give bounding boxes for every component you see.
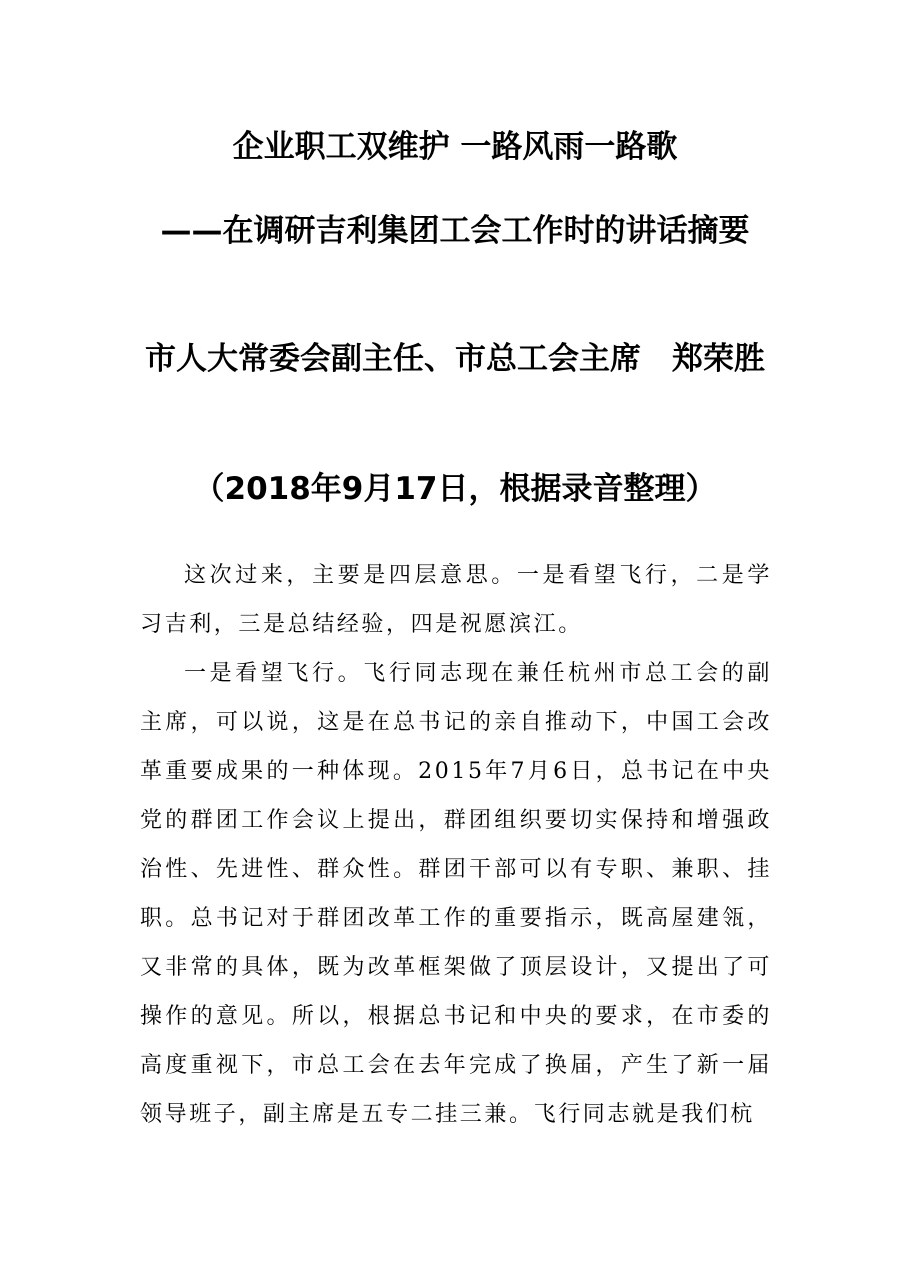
document-body — [140, 551, 772, 1139]
date-note: （2018年9月17日，根据录音整理） — [193, 471, 717, 507]
document-title: 企业职工双维护 一路风雨一路歌 — [232, 129, 678, 165]
speaker-line: 市人大常委会副主任、市总工会主席 郑荣胜 — [145, 341, 765, 377]
document-subtitle: ——在调研吉利集团工会工作时的讲话摘要 — [160, 213, 750, 249]
body-paragraph: 这次过来，主要是四层意思。一是看望飞行，二是学习吉利，三是总结经验，四是祝愿滨江。 — [140, 563, 772, 637]
body-paragraph: 一是看望飞行。飞行同志现在兼任杭州市总工会的副主席，可以说，这是在总书记的亲自推动下，中国工会改革重要成果的一种体现。2015年7月6日，总书记在中央党的群团工作会议上提出，群团组织要切实保持和增强政治性、先进性、群众性。群团干部可以有专职、兼职、挂职。总书记对于群团改革工作的重要指示，既高屋建瓴，又非常的具体，既为改革框架做了顶层设计，又提出了可操作的意见。所以，根据总书记和中央的要求，在市委的高度重视下，市总工会在去年完成了换届，产生了新一届领导班子，副主席是五专二挂三兼。飞行同志就是我们杭 — [140, 661, 772, 1127]
